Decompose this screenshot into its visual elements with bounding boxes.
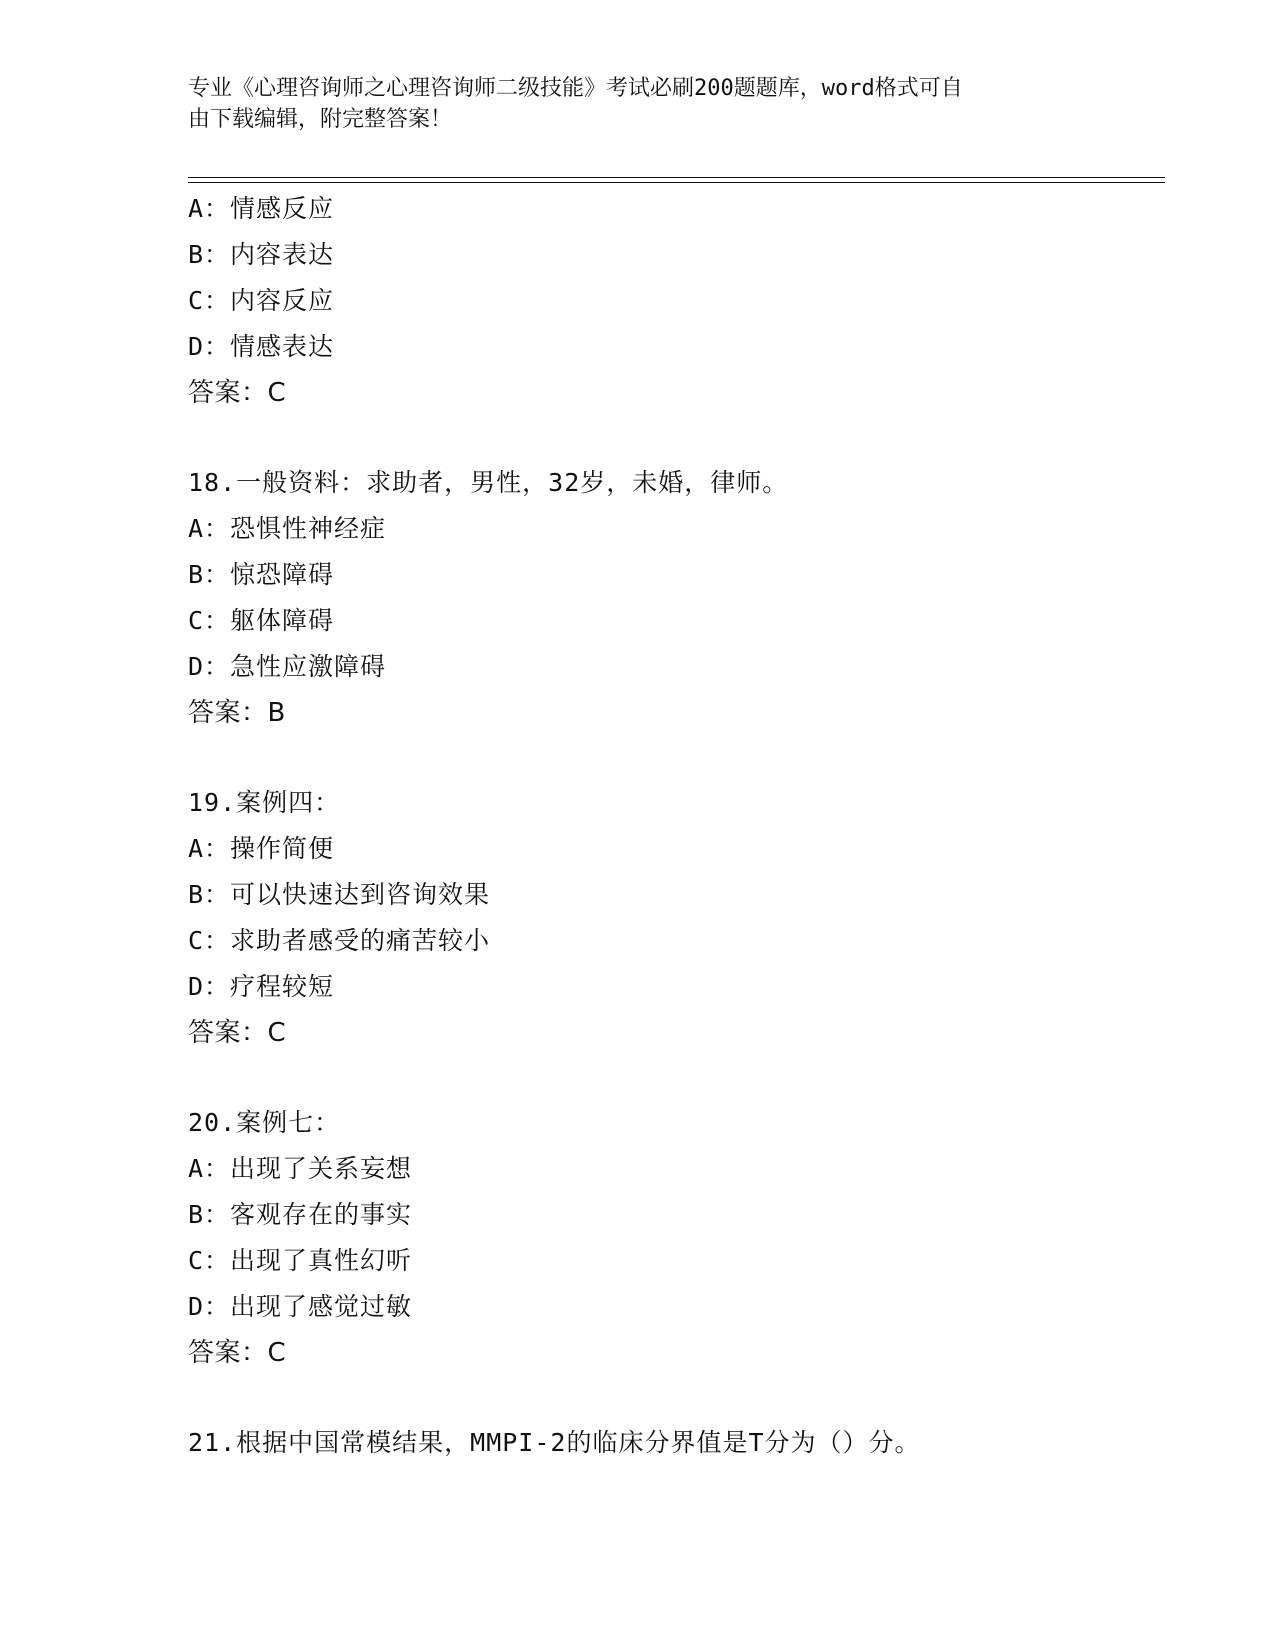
answer-line: 答案：C <box>188 1018 287 1048</box>
spacer <box>188 1056 1168 1100</box>
option-c: C：躯体障碍 <box>188 606 335 635</box>
document-header <box>188 73 1088 135</box>
answer-line: 答案：B <box>188 698 286 728</box>
option-b: B：内容表达 <box>188 240 335 269</box>
question-17 <box>188 186 1168 416</box>
spacer <box>188 416 1168 460</box>
header-line-2: 由下载编辑，附完整答案！ <box>188 107 453 132</box>
question-stem: 20.案例七： <box>188 1108 341 1137</box>
question-stem: 18.一般资料：求助者，男性，32岁，未婚，律师。 <box>188 468 789 497</box>
header-line-1: 专业《心理咨询师之心理咨询师二级技能》考试必刷200题题库，word格式可自 <box>188 76 963 101</box>
option-a: A：情感反应 <box>188 194 335 223</box>
option-a: A：操作简便 <box>188 834 335 863</box>
answer-line: 答案：C <box>188 378 287 408</box>
option-c: C：求助者感受的痛苦较小 <box>188 926 491 955</box>
option-a: A：出现了关系妄想 <box>188 1154 413 1183</box>
option-a: A：恐惧性神经症 <box>188 514 387 543</box>
option-b: B：客观存在的事实 <box>188 1200 413 1229</box>
option-d: D：疗程较短 <box>188 972 335 1001</box>
question-19 <box>188 780 1168 1056</box>
question-18 <box>188 460 1168 736</box>
header-divider-top <box>188 177 1165 178</box>
option-c: C：出现了真性幻听 <box>188 1246 413 1275</box>
question-21 <box>188 1420 1168 1466</box>
question-list <box>188 186 1168 1466</box>
question-stem: 21.根据中国常模结果，MMPI-2的临床分界值是T分为（）分。 <box>188 1428 921 1457</box>
option-b: B：惊恐障碍 <box>188 560 335 589</box>
option-d: D：出现了感觉过敏 <box>188 1292 413 1321</box>
option-d: D：急性应激障碍 <box>188 652 387 681</box>
option-c: C：内容反应 <box>188 286 335 315</box>
question-stem: 19.案例四： <box>188 788 341 817</box>
answer-line: 答案：C <box>188 1338 287 1368</box>
spacer <box>188 1376 1168 1420</box>
question-20 <box>188 1100 1168 1376</box>
option-b: B：可以快速达到咨询效果 <box>188 880 491 909</box>
option-d: D：情感表达 <box>188 332 335 361</box>
header-divider-bottom <box>188 182 1165 183</box>
spacer <box>188 736 1168 780</box>
